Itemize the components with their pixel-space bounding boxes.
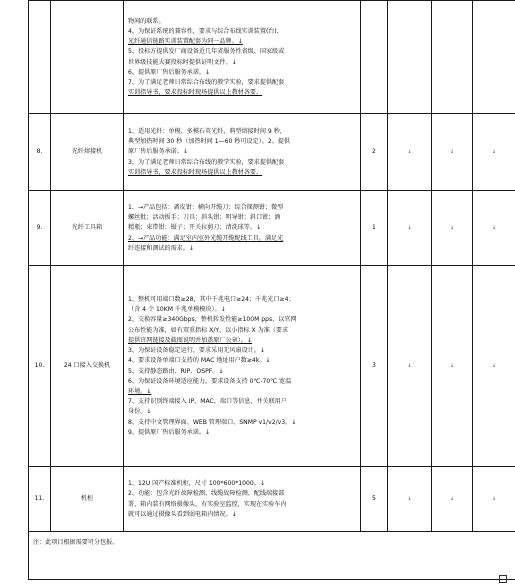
cell-desc	[124, 266, 361, 467]
desc-line: 螺丝批；活动扳手；刀具；斜头钳；明导钳；斜口钳；酒	[128, 214, 281, 222]
desc-line: 6、提供原厂售后服务承诺。↓	[128, 68, 211, 76]
table-row	[29, 467, 515, 532]
cell-no: 9.	[29, 191, 51, 266]
cell-empty	[388, 1, 432, 114]
cell-empty	[388, 114, 432, 191]
desc-line: 4、要求设备单端口支持的 MAC 地址用户数≥4k。↓	[128, 357, 271, 365]
table-row	[29, 191, 515, 266]
cell-empty	[388, 266, 432, 467]
paragraph-mark: ↓	[449, 362, 455, 369]
table-row	[29, 266, 515, 467]
desc-line: 7、为了满足老师日常综合布线的教学实验，要求提供配套	[128, 78, 285, 86]
cell-empty	[432, 114, 473, 191]
desc-line: 1、整机可用端口数≥28，其中千兆电口≥24；千兆光口≥4；	[128, 296, 295, 304]
cell-qty: 2	[361, 114, 388, 191]
desc-line: 7、支持识别终端接入 IP、MAC、端口等信息，并关联用户	[128, 398, 287, 406]
cell-desc	[124, 1, 361, 114]
desc-line: 8、支持中文管理界面、WEB 管理端口、SNMP v1/v2/v3。↓	[128, 418, 297, 426]
desc-line: 5、投标方提供发厂商设备近几年省服务性省级、国家级或	[128, 48, 285, 56]
footnote-cell	[29, 532, 515, 580]
desc-line: 3、为了满足老师日常综合布线的教学实验，要求提供配套	[128, 158, 285, 166]
cell-empty	[432, 191, 473, 266]
desc-line: 原厂售后服务承诺。↓	[128, 148, 188, 156]
cell-empty	[432, 266, 473, 467]
desc-line: 实训指导书，要求投标时现场提供以上教材各要。	[128, 89, 263, 97]
paragraph-mark: ↓	[491, 495, 497, 502]
spec-table	[28, 0, 515, 580]
cell-desc	[124, 114, 361, 191]
cell-empty	[473, 114, 515, 191]
cell-empty	[473, 266, 515, 467]
desc-line: 署，箱内装有网络摄像头，有实验室监控，实现在实验车内	[128, 500, 287, 508]
paragraph-mark: ↓	[407, 362, 412, 369]
paragraph-mark: ↓	[491, 148, 497, 155]
cell-no: 10.	[29, 266, 51, 467]
table-row	[29, 1, 515, 114]
desc-line: 1、适用光纤：单模、多模石英光纤，典型熔接时间 9 秒，	[128, 127, 286, 135]
section-end-marker	[499, 575, 507, 583]
paragraph-mark: ↓	[491, 362, 497, 369]
cell-empty	[473, 191, 515, 266]
desc-line: 4、为保证系统的兼容性，要求与综合布线实训装置(台)、	[128, 27, 283, 35]
paragraph-mark: ↓	[449, 224, 455, 231]
cell-name: 光纤工具箱	[51, 191, 124, 266]
cell-desc	[124, 467, 361, 532]
cell-name: 光纤熔接机	[51, 114, 124, 191]
paragraph-mark: ↓	[491, 224, 497, 231]
desc-line: 9、提供原厂售后服务承诺。↓	[128, 428, 211, 436]
footnote: 注：此项目根据需要可分包报。	[33, 539, 119, 546]
desc-line: 3、为保证设备稳定运行，要求采用无风扇设计。↓	[128, 347, 265, 355]
desc-line: 实训指导书，要求投标时现场提供以上教材各要。	[128, 168, 263, 176]
cell-qty	[361, 1, 388, 114]
desc-line: （含 4 个 10KM 千兆单模模块）。↓	[128, 306, 226, 314]
desc-line: 2、交换容量≥340Gbps，整机转发性能≥100M pps，以官网	[128, 316, 297, 324]
cell-empty	[388, 467, 432, 532]
cell-no	[29, 1, 51, 114]
desc-line: 2、→产品功能：满足室内室外光缆开缆配线工具，满足光	[128, 234, 284, 242]
desc-line: 5、支持静态路由、RIP、OSPF。↓	[128, 367, 224, 375]
desc-line: 身份。↓	[128, 408, 152, 416]
paragraph-mark: ↓	[449, 495, 455, 502]
cell-name: 机柜	[51, 467, 124, 532]
paragraph-mark: ↓	[407, 148, 412, 155]
desc-line: 典型加热时间 30 秒（加热时间 1—60 秒可设定）。2、提供	[128, 138, 291, 146]
cell-name	[51, 1, 124, 114]
desc-line: 环境。↓	[128, 387, 152, 395]
desc-line: 1、→产品包括：剥皮钳：横向开缆刀；综合探测钳；微型	[128, 203, 284, 211]
cell-empty	[388, 191, 432, 266]
cell-qty: 5	[361, 467, 388, 532]
cell-empty	[473, 1, 515, 114]
desc-line: 1、12U 国产标准机柜，尺寸 100*600*1000。↓	[128, 480, 265, 488]
desc-line: 公布性能为准，如有双重指标 X/Y，以小指标 X 为准（要求	[128, 326, 289, 334]
cell-no: 11.	[29, 467, 51, 532]
paragraph-mark: ↓	[449, 148, 455, 155]
cell-qty: 3	[361, 266, 388, 467]
cell-empty	[432, 467, 473, 532]
cell-name: 24 口接入交换机	[51, 266, 124, 467]
desc-line: 物间的联系。	[128, 17, 165, 25]
paragraph-mark: ↓	[407, 224, 412, 231]
desc-line: 6、为保证设备环境适应能力，要求设备支持 0℃-70℃ 宽温	[128, 377, 292, 385]
cell-no: 8.	[29, 114, 51, 191]
cell-qty: 1	[361, 191, 388, 266]
desc-line: 2、功能：包含光纤故障检测、线缆故障检测、配线端接部	[128, 490, 285, 498]
cell-empty	[473, 467, 515, 532]
desc-line: 就可以通过摄像头看到弱电箱内情况。↓	[128, 510, 237, 518]
table-row	[29, 114, 515, 191]
desc-line: 光纤通信链路实训装置配套为同一品牌。↓	[128, 38, 243, 46]
paragraph-mark: ↓	[407, 495, 412, 502]
desc-line: 纤连接和测试的需求。↓	[128, 244, 195, 252]
cell-desc	[124, 191, 361, 266]
desc-line: 世界级技能大赛投标时提供证明文件。↓	[128, 58, 237, 66]
desc-line: 提供官网链接及截图说明并加盖原厂公章）。↓	[128, 336, 252, 344]
table-row	[29, 532, 515, 580]
desc-line: 精瓶；束带钳；镊子；开关拉剪刀；清洗球等。↓	[128, 224, 262, 232]
cell-empty	[432, 1, 473, 114]
